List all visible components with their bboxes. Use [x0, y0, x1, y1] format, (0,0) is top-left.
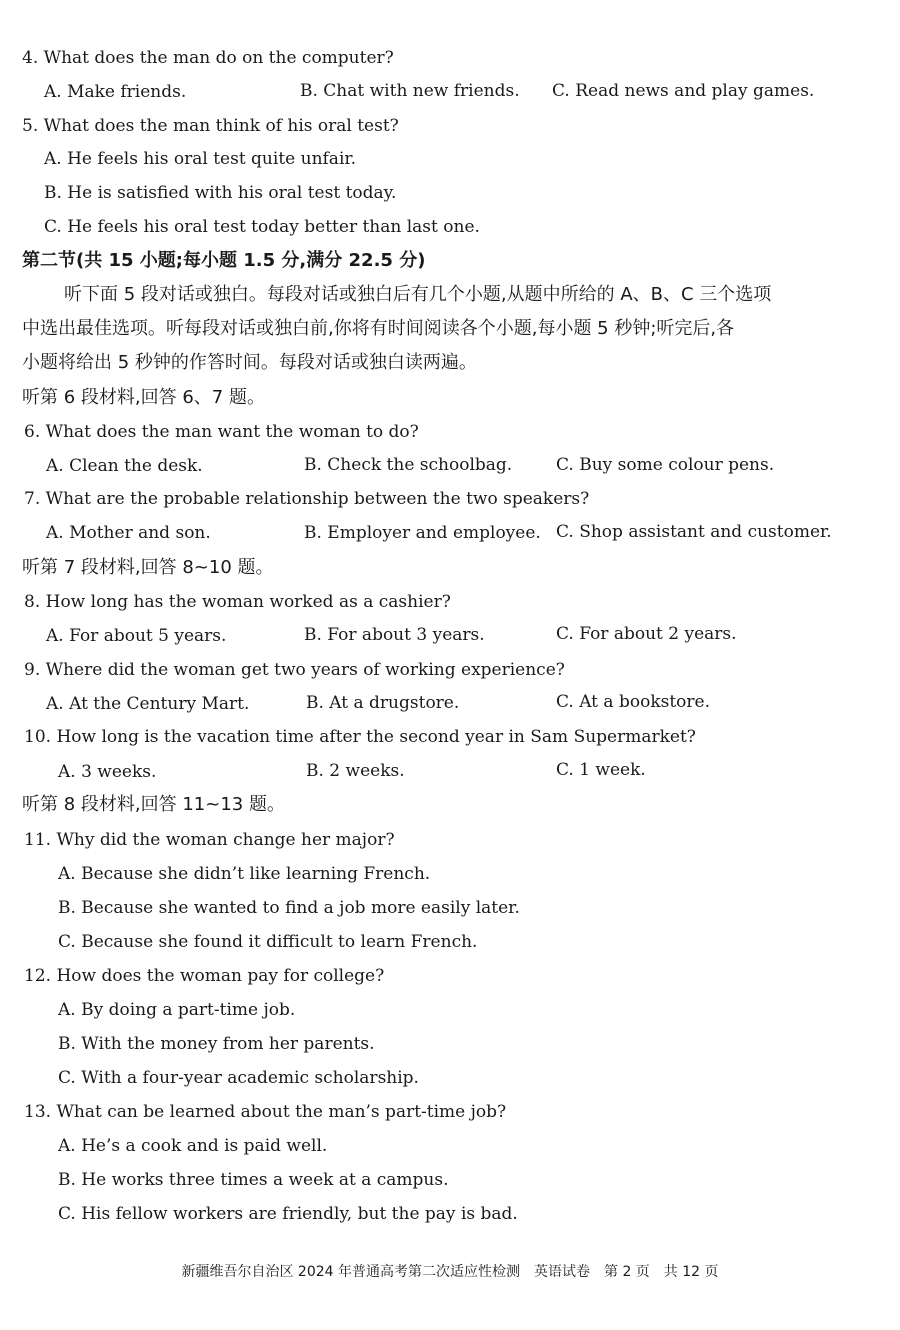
- question-11-stem: 11. Why did the woman change her major?: [24, 830, 395, 850]
- question-12-stem: 12. How does the woman pay for college?: [24, 966, 385, 986]
- question-12-option-a: A. By doing a part-time job.: [58, 1000, 296, 1020]
- question-7-option-c: C. Shop assistant and customer.: [556, 522, 832, 542]
- section-2-instructions-line-2: 中选出最佳选项。听每段对话或独白前,你将有时间阅读各个小题,每小题 5 秒钟;听完后,各: [22, 318, 735, 339]
- question-9-option-a: A. At the Century Mart.: [46, 694, 250, 714]
- question-6-stem: 6. What does the man want the woman to do?: [24, 422, 419, 442]
- section-2-instructions-line-3: 小题将给出 5 秒钟的作答时间。每段对话或独白读两遍。: [22, 352, 477, 373]
- question-4-option-a: A. Make friends.: [44, 82, 187, 102]
- question-5-option-a: A. He feels his oral test quite unfair.: [44, 149, 357, 169]
- question-5-stem: 5. What does the man think of his oral test?: [22, 116, 399, 136]
- question-7-option-a: A. Mother and son.: [46, 523, 211, 543]
- question-8-option-c: C. For about 2 years.: [556, 624, 737, 644]
- question-12-option-b: B. With the money from her parents.: [58, 1034, 375, 1054]
- question-10-option-c: C. 1 week.: [556, 760, 646, 780]
- question-5-option-b: B. He is satisfied with his oral test today.: [44, 183, 397, 203]
- question-10-stem: 10. How long is the vacation time after the second year in Sam Supermarket?: [24, 727, 696, 747]
- question-12-option-c: C. With a four-year academic scholarship.: [58, 1068, 419, 1088]
- question-13-stem: 13. What can be learned about the man’s part-time job?: [24, 1102, 507, 1122]
- question-10-option-a: A. 3 weeks.: [58, 762, 157, 782]
- question-6-option-c: C. Buy some colour pens.: [556, 455, 775, 475]
- question-5-option-c: C. He feels his oral test today better than last one.: [44, 217, 480, 237]
- passage-8-heading: 听第 8 段材料,回答 11~13 题。: [22, 794, 285, 815]
- question-8-option-b: B. For about 3 years.: [304, 625, 485, 645]
- question-4-option-c: C. Read news and play games.: [552, 81, 815, 101]
- section-2-heading: 第二节(共 15 小题;每小题 1.5 分,满分 22.5 分): [22, 250, 426, 271]
- section-2-instructions-line-1: 听下面 5 段对话或独白。每段对话或独白后有几个小题,从题中所给的 A、B、C 三个选项: [64, 284, 772, 305]
- question-8-option-a: A. For about 5 years.: [46, 626, 227, 646]
- question-11-option-a: A. Because she didn’t like learning French.: [58, 864, 431, 884]
- question-6-option-a: A. Clean the desk.: [46, 456, 203, 476]
- question-9-option-c: C. At a bookstore.: [556, 692, 710, 712]
- page-footer: 新疆维吾尔自治区 2024 年普通高考第二次适应性检测 英语试卷 第 2 页 共 12 页: [181, 1264, 719, 1280]
- question-8-stem: 8. How long has the woman worked as a cashier?: [24, 592, 451, 612]
- question-10-option-b: B. 2 weeks.: [306, 761, 405, 781]
- question-11-option-c: C. Because she found it difficult to learn French.: [58, 932, 478, 952]
- question-13-option-a: A. He’s a cook and is paid well.: [58, 1136, 328, 1156]
- question-7-stem: 7. What are the probable relationship between the two speakers?: [24, 489, 590, 509]
- question-4-option-b: B. Chat with new friends.: [300, 81, 520, 101]
- question-13-option-b: B. He works three times a week at a campus.: [58, 1170, 449, 1190]
- question-4-stem: 4. What does the man do on the computer?: [22, 48, 394, 68]
- question-7-option-b: B. Employer and employee.: [304, 523, 541, 543]
- question-6-option-b: B. Check the schoolbag.: [304, 455, 513, 475]
- question-9-stem: 9. Where did the woman get two years of working experience?: [24, 660, 565, 680]
- passage-7-heading: 听第 7 段材料,回答 8~10 题。: [22, 557, 274, 578]
- question-11-option-b: B. Because she wanted to find a job more easily later.: [58, 898, 520, 918]
- question-13-option-c: C. His fellow workers are friendly, but the pay is bad.: [58, 1204, 518, 1224]
- question-9-option-b: B. At a drugstore.: [306, 693, 460, 713]
- passage-6-heading: 听第 6 段材料,回答 6、7 题。: [22, 387, 265, 408]
